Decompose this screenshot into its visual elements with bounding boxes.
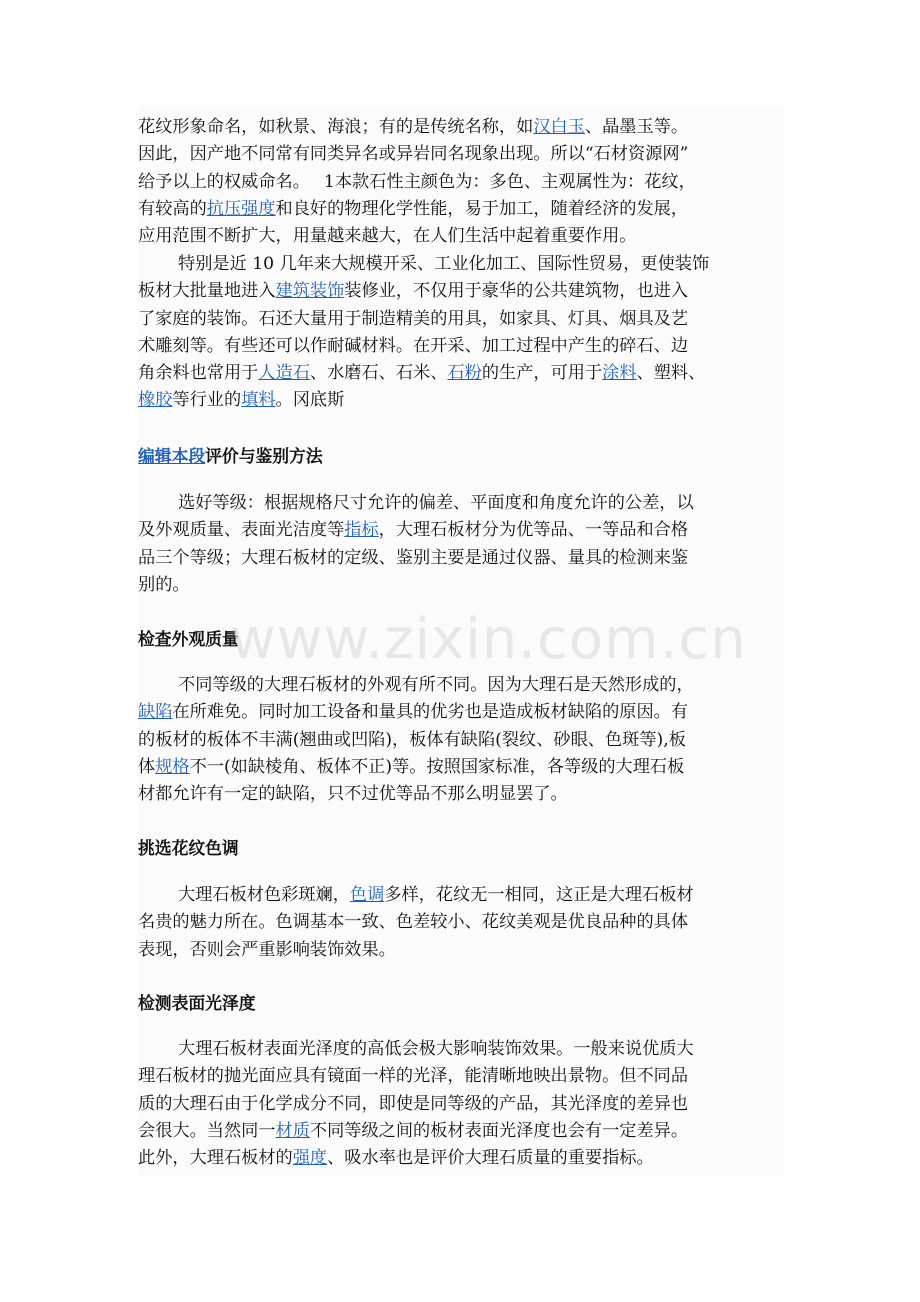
paragraph-pattern-color: 大理石板材色彩斑斓，色调多样，花纹无一相同，这正是大理石板材 名贵的魅力所在。色调基本一致、色差较小、花纹美观是优良品种的具体 表现，否则会严重影响装饰效果。 [138,885,694,960]
paragraph-appearance: 不同等级的大理石板材的外观有所不同。因为大理石是天然形成的， 缺陷在所难免。同时加工设备和量具的优劣也是造成板材缺陷的原因。有 的板材的板体不丰满(翘曲或凹陷)，板体有缺陷(裂纹、砂眼、色斑等),板 体规格不一(如缺棱角、板体不正)等。按照国家标准，各等级的大理石板 材都允许有一定的缺陷，只不过优等品不那么明显罢了。 [138,675,694,805]
link-defect[interactable]: 缺陷 [138,702,173,723]
link-specification[interactable]: 规格 [155,756,190,777]
link-material[interactable]: 材质 [275,1120,310,1141]
link-color-tone[interactable]: 色调 [349,885,385,905]
paragraph-gloss: 大理石板材表面光泽度的高低会极大影响装饰效果。一般来说优质大 理石板材的抛光面应具有镜面一样的光泽，能清晰地映出景物。但不同品 质的大理石由于化学成分不同，即使是同等级的产品，其光泽度的差异也 会很大。当然同一材质不同等级之间的板材表面光泽度也会有一定差异。 此外，大理石板材的强度、吸水率也是评价大理石质量的重要指标。 [138,1039,694,1169]
link-coating[interactable]: 涂料 [602,363,637,384]
section-heading-evaluation: 编辑本段评价与鉴别方法 [138,446,323,466]
link-index[interactable]: 指标 [344,520,379,541]
link-building-decoration[interactable]: 建筑装饰 [275,281,345,302]
paragraph-stone-naming: 花纹形象命名，如秋景、海浪；有的是传统名称，如汉白玉、晶墨玉等。 因此，因产地不同常有同类异名或异岩同名现象出现。所以“石材资源网” 给予以上的权威命名。 1本款石性主颜色为：多色、主观属性为：花纹， 有较高的抗压强度和良好的物理化学性能，易于加工，随着经济的发展， 应用范围不断扩大，用量越来越大，在人们生活中起着重要作用。 [138,117,696,247]
link-hanbaiyu[interactable]: 汉白玉 [533,117,585,137]
watermark: www.zixin.com.cn [230,607,747,672]
link-artificial-stone[interactable]: 人造石 [258,363,310,384]
link-stone-powder[interactable]: 石粉 [447,363,482,384]
link-compressive-strength[interactable]: 抗压强度 [206,198,276,219]
paragraph-grading: 选好等级：根据规格尺寸允许的偏差、平面度和角度允许的公差，以 及外观质量、表面光洁度等指标，大理石板材分为优等品、一等品和合格 品三个等级；大理石板材的定级、鉴别主要是通过仪器、量具的检测来鉴 别的。 [138,493,694,595]
document-content [138,106,784,1176]
link-rubber[interactable]: 橡胶 [138,390,173,411]
section-heading-pattern-color: 挑选花纹色调 [138,838,239,858]
section-heading-gloss: 检测表面光泽度 [138,993,256,1013]
section-heading-appearance: 检查外观质量 [138,629,239,649]
edit-section-link[interactable]: 编辑本段 [138,446,206,466]
link-filler[interactable]: 填料 [241,390,276,411]
paragraph-industry-use: 特别是近 10 几年来大规模开采、工业化加工、国际性贸易，更使装饰 板材大批量地进入建筑装饰装修业，不仅用于豪华的公共建筑物，也进入 了家庭的装饰。石还大量用于制造精美的用具，如家具、灯具、烟具及艺 术雕刻等。有些还可以作耐碱材料。在开采、加工过程中产生的碎石、边 角余料也常用于人造石、水磨石、石米、石粉的生产，可用于涂料、塑料、 橡胶等行业的填料。冈底斯 [138,254,710,411]
link-strength[interactable]: 强度 [292,1148,328,1169]
